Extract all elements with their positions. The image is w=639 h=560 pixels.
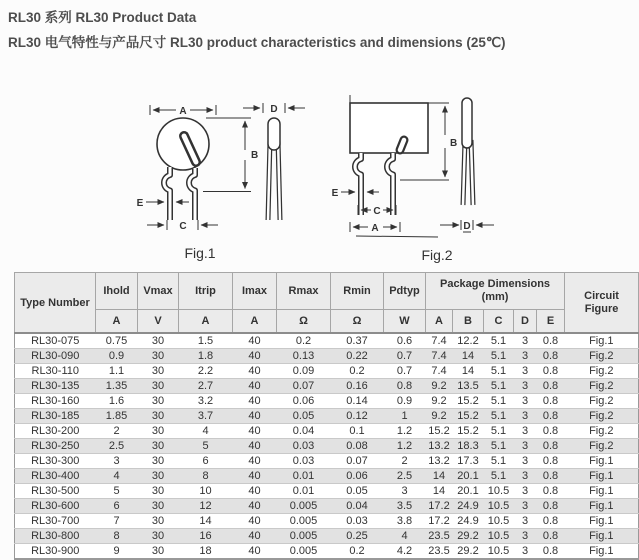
value-cell: 0.8 — [537, 484, 565, 499]
value-cell: 40 — [233, 439, 277, 454]
type-number-cell: RL30-700 — [15, 514, 96, 529]
value-cell: 4 — [179, 424, 233, 439]
value-cell: 0.75 — [96, 333, 138, 349]
col-header-vmax: Vmax — [138, 273, 179, 310]
table-body — [15, 333, 639, 559]
unit-vmax: V — [138, 310, 179, 334]
value-cell: 0.03 — [277, 454, 331, 469]
value-cell: 1 — [384, 409, 426, 424]
circuit-figure-cell: Fig.2 — [565, 364, 639, 379]
value-cell: 4 — [384, 529, 426, 544]
value-cell: 17.2 — [426, 514, 453, 529]
value-cell: 3 — [514, 333, 537, 349]
value-cell: 6 — [96, 499, 138, 514]
value-cell: 30 — [138, 469, 179, 484]
unit-rmax: Ω — [277, 310, 331, 334]
col-header-rmax: Rmax — [277, 273, 331, 310]
value-cell: 5.1 — [484, 454, 514, 469]
value-cell: 0.005 — [277, 544, 331, 560]
value-cell: 0.09 — [277, 364, 331, 379]
dim-b — [203, 118, 251, 192]
value-cell: 1.1 — [96, 364, 138, 379]
value-cell: 0.8 — [537, 469, 565, 484]
value-cell: 7.4 — [426, 364, 453, 379]
circuit-figure-cell: Fig.2 — [565, 379, 639, 394]
value-cell: 7.4 — [426, 349, 453, 364]
value-cell: 0.2 — [277, 333, 331, 349]
value-cell: 1.5 — [179, 333, 233, 349]
value-cell: 40 — [233, 379, 277, 394]
value-cell: 30 — [138, 484, 179, 499]
value-cell: 1.8 — [179, 349, 233, 364]
circuit-figure-cell: Fig.1 — [565, 529, 639, 544]
fig1-caption: Fig.1 — [184, 245, 216, 261]
value-cell: 24.9 — [453, 499, 484, 514]
value-cell: 3.7 — [179, 409, 233, 424]
value-cell: 0.8 — [537, 394, 565, 409]
col-header-pdtyp: Pdtyp — [384, 273, 426, 310]
type-number-cell: RL30-135 — [15, 379, 96, 394]
value-cell: 30 — [138, 333, 179, 349]
dimension-drawings — [0, 80, 639, 272]
value-cell: 40 — [233, 484, 277, 499]
value-cell: 0.8 — [537, 409, 565, 424]
side-body — [268, 118, 280, 150]
value-cell: 0.8 — [537, 379, 565, 394]
fig1-side-view — [243, 103, 305, 220]
value-cell: 5.1 — [484, 333, 514, 349]
value-cell: 30 — [138, 499, 179, 514]
circuit-figure-cell: Fig.2 — [565, 409, 639, 424]
value-cell: 0.22 — [331, 349, 384, 364]
value-cell: 0.07 — [331, 454, 384, 469]
value-cell: 3 — [514, 439, 537, 454]
value-cell: 0.2 — [331, 544, 384, 560]
col-header-type-number: Type Number — [15, 273, 96, 334]
value-cell: 3 — [514, 394, 537, 409]
value-cell: 24.9 — [453, 514, 484, 529]
value-cell: 0.8 — [537, 349, 565, 364]
value-cell: 12.2 — [453, 333, 484, 349]
value-cell: 3 — [514, 364, 537, 379]
value-cell: 14 — [179, 514, 233, 529]
table-row — [15, 469, 639, 484]
dim-label-a: A — [179, 106, 187, 117]
value-cell: 40 — [233, 499, 277, 514]
value-cell: 3 — [514, 349, 537, 364]
unit-itrip: A — [179, 310, 233, 334]
value-cell: 3 — [96, 454, 138, 469]
value-cell: 10.5 — [484, 484, 514, 499]
value-cell: 3 — [514, 529, 537, 544]
unit-imax: A — [233, 310, 277, 334]
value-cell: 20.1 — [453, 469, 484, 484]
table-row — [15, 439, 639, 454]
value-cell: 16 — [179, 529, 233, 544]
value-cell: 15.2 — [453, 424, 484, 439]
value-cell: 0.9 — [96, 349, 138, 364]
circuit-figure-cell: Fig.1 — [565, 499, 639, 514]
unit-pdtyp: W — [384, 310, 426, 334]
dim-label-c: C — [179, 221, 187, 232]
circuit-figure-cell: Fig.1 — [565, 469, 639, 484]
pkg-col-e: E — [537, 310, 565, 334]
table-row — [15, 394, 639, 409]
table-row — [15, 454, 639, 469]
dim-label-e: E — [331, 188, 339, 199]
value-cell: 0.14 — [331, 394, 384, 409]
type-number-cell: RL30-600 — [15, 499, 96, 514]
circuit-figure-cell: Fig.2 — [565, 424, 639, 439]
table-row — [15, 484, 639, 499]
dim-label-b: B — [251, 150, 259, 161]
fig2-front-view — [332, 95, 458, 237]
value-cell: 9 — [96, 544, 138, 560]
type-number-cell: RL30-900 — [15, 544, 96, 560]
value-cell: 23.5 — [426, 529, 453, 544]
value-cell: 3 — [514, 484, 537, 499]
value-cell: 17.3 — [453, 454, 484, 469]
value-cell: 12 — [179, 499, 233, 514]
value-cell: 14 — [426, 484, 453, 499]
unit-ihold: A — [96, 310, 138, 334]
value-cell: 3 — [514, 454, 537, 469]
value-cell: 13.2 — [426, 454, 453, 469]
value-cell: 20.1 — [453, 484, 484, 499]
table-row — [15, 333, 639, 349]
product-data-table — [14, 272, 639, 560]
unit-rmin: Ω — [331, 310, 384, 334]
value-cell: 8 — [179, 469, 233, 484]
value-cell: 1.85 — [96, 409, 138, 424]
value-cell: 0.2 — [331, 364, 384, 379]
type-number-cell: RL30-200 — [15, 424, 96, 439]
value-cell: 2.5 — [96, 439, 138, 454]
col-header-circuit-figure: Circuit Figure — [565, 273, 639, 334]
value-cell: 13.2 — [426, 439, 453, 454]
value-cell: 0.05 — [331, 484, 384, 499]
value-cell: 1.2 — [384, 439, 426, 454]
value-cell: 40 — [233, 394, 277, 409]
value-cell: 5.1 — [484, 424, 514, 439]
pkg-col-b: B — [453, 310, 484, 334]
value-cell: 0.8 — [537, 454, 565, 469]
value-cell: 17.2 — [426, 499, 453, 514]
pkg-col-c: C — [484, 310, 514, 334]
dim-label-d: D — [270, 104, 278, 115]
value-cell: 0.8 — [537, 544, 565, 560]
table-row — [15, 424, 639, 439]
value-cell: 30 — [138, 439, 179, 454]
circuit-figure-cell: Fig.1 — [565, 333, 639, 349]
type-number-cell: RL30-500 — [15, 484, 96, 499]
fig2-side-view — [440, 98, 494, 232]
value-cell: 5.1 — [484, 364, 514, 379]
value-cell: 3 — [514, 544, 537, 560]
value-cell: 30 — [138, 514, 179, 529]
rect-body — [350, 103, 428, 153]
value-cell: 0.8 — [537, 499, 565, 514]
value-cell: 4 — [96, 469, 138, 484]
value-cell: 1.2 — [384, 424, 426, 439]
page-subtitle: RL30 电气特性与产品尺寸 RL30 product characteristics and dimensions (25℃) — [8, 35, 506, 50]
value-cell: 3.5 — [384, 499, 426, 514]
value-cell: 5 — [179, 439, 233, 454]
side-body — [462, 98, 472, 148]
col-header-itrip: Itrip — [179, 273, 233, 310]
type-number-cell: RL30-800 — [15, 529, 96, 544]
value-cell: 2.5 — [384, 469, 426, 484]
value-cell: 0.01 — [277, 484, 331, 499]
value-cell: 0.6 — [384, 333, 426, 349]
value-cell: 40 — [233, 364, 277, 379]
dim-label-d: D — [463, 221, 471, 232]
type-number-cell: RL30-400 — [15, 469, 96, 484]
value-cell: 3 — [514, 469, 537, 484]
table-row — [15, 499, 639, 514]
fig2-caption: Fig.2 — [421, 247, 453, 263]
value-cell: 0.7 — [384, 364, 426, 379]
value-cell: 0.9 — [384, 394, 426, 409]
dim-a — [350, 222, 438, 237]
value-cell: 0.8 — [537, 333, 565, 349]
page-title: RL30 系列 RL30 Product Data — [8, 10, 197, 25]
value-cell: 30 — [138, 379, 179, 394]
type-number-cell: RL30-075 — [15, 333, 96, 349]
dim-label-e: E — [136, 198, 144, 209]
value-cell: 3 — [514, 424, 537, 439]
value-cell: 10.5 — [484, 529, 514, 544]
value-cell: 0.07 — [277, 379, 331, 394]
value-cell: 0.8 — [537, 439, 565, 454]
value-cell: 15.2 — [453, 409, 484, 424]
value-cell: 7.4 — [426, 333, 453, 349]
col-header-imax: Imax — [233, 273, 277, 310]
value-cell: 5.1 — [484, 394, 514, 409]
value-cell: 0.06 — [331, 469, 384, 484]
value-cell: 2.2 — [179, 364, 233, 379]
dim-label-b: B — [450, 138, 458, 149]
col-header-ihold: Ihold — [96, 273, 138, 310]
product-table-container — [14, 272, 638, 560]
value-cell: 9.2 — [426, 409, 453, 424]
value-cell: 40 — [233, 349, 277, 364]
value-cell: 15.2 — [426, 424, 453, 439]
value-cell: 5.1 — [484, 439, 514, 454]
value-cell: 13.5 — [453, 379, 484, 394]
value-cell: 7 — [96, 514, 138, 529]
value-cell: 9.2 — [426, 394, 453, 409]
circuit-figure-cell: Fig.1 — [565, 454, 639, 469]
value-cell: 30 — [138, 529, 179, 544]
value-cell: 18.3 — [453, 439, 484, 454]
value-cell: 15.2 — [453, 394, 484, 409]
value-cell: 18 — [179, 544, 233, 560]
value-cell: 0.005 — [277, 529, 331, 544]
value-cell: 0.8 — [384, 379, 426, 394]
value-cell: 0.01 — [277, 469, 331, 484]
value-cell: 23.5 — [426, 544, 453, 560]
value-cell: 6 — [179, 454, 233, 469]
value-cell: 40 — [233, 529, 277, 544]
value-cell: 9.2 — [426, 379, 453, 394]
value-cell: 10 — [179, 484, 233, 499]
table-row — [15, 379, 639, 394]
circuit-figure-cell: Fig.2 — [565, 394, 639, 409]
value-cell: 5 — [96, 484, 138, 499]
value-cell: 5.1 — [484, 469, 514, 484]
circuit-figure-cell: Fig.1 — [565, 484, 639, 499]
value-cell: 3 — [514, 514, 537, 529]
package-dimensions-title: Package Dimensions — [439, 278, 551, 290]
value-cell: 0.37 — [331, 333, 384, 349]
value-cell: 30 — [138, 544, 179, 560]
value-cell: 4.2 — [384, 544, 426, 560]
value-cell: 0.8 — [537, 529, 565, 544]
value-cell: 2 — [384, 454, 426, 469]
value-cell: 0.8 — [537, 364, 565, 379]
value-cell: 30 — [138, 409, 179, 424]
value-cell: 30 — [138, 364, 179, 379]
dim-label-a: A — [371, 223, 379, 234]
value-cell: 40 — [233, 544, 277, 560]
dim-label-c: C — [373, 206, 381, 217]
package-dimensions-unit: (mm) — [481, 291, 509, 303]
value-cell: 0.8 — [537, 514, 565, 529]
value-cell: 5.1 — [484, 409, 514, 424]
value-cell: 40 — [233, 409, 277, 424]
value-cell: 0.13 — [277, 349, 331, 364]
value-cell: 0.7 — [384, 349, 426, 364]
value-cell: 0.08 — [331, 439, 384, 454]
type-number-cell: RL30-160 — [15, 394, 96, 409]
value-cell: 14 — [453, 349, 484, 364]
value-cell: 0.04 — [277, 424, 331, 439]
value-cell: 5.1 — [484, 349, 514, 364]
value-cell: 29.2 — [453, 544, 484, 560]
value-cell: 40 — [233, 424, 277, 439]
value-cell: 0.05 — [277, 409, 331, 424]
value-cell: 0.12 — [331, 409, 384, 424]
fig1-front-view — [137, 105, 259, 232]
type-number-cell: RL30-090 — [15, 349, 96, 364]
table-row — [15, 544, 639, 560]
value-cell: 3 — [514, 409, 537, 424]
value-cell: 5.1 — [484, 379, 514, 394]
value-cell: 0.03 — [277, 439, 331, 454]
value-cell: 8 — [96, 529, 138, 544]
value-cell: 10.5 — [484, 499, 514, 514]
value-cell: 0.8 — [537, 424, 565, 439]
value-cell: 40 — [233, 469, 277, 484]
value-cell: 3.2 — [179, 394, 233, 409]
value-cell: 14 — [426, 469, 453, 484]
value-cell: 0.005 — [277, 514, 331, 529]
title-block — [8, 5, 506, 55]
value-cell: 0.03 — [331, 514, 384, 529]
value-cell: 0.25 — [331, 529, 384, 544]
value-cell: 0.16 — [331, 379, 384, 394]
value-cell: 10.5 — [484, 514, 514, 529]
table-row — [15, 409, 639, 424]
value-cell: 14 — [453, 364, 484, 379]
value-cell: 40 — [233, 333, 277, 349]
value-cell: 3 — [384, 484, 426, 499]
value-cell: 2.7 — [179, 379, 233, 394]
value-cell: 0.06 — [277, 394, 331, 409]
value-cell: 40 — [233, 514, 277, 529]
table-row — [15, 514, 639, 529]
circuit-figure-cell: Fig.2 — [565, 439, 639, 454]
table-row — [15, 364, 639, 379]
col-header-package-dimensions — [426, 273, 565, 310]
value-cell: 40 — [233, 454, 277, 469]
pkg-col-a: A — [426, 310, 453, 334]
value-cell: 30 — [138, 454, 179, 469]
circuit-figure-cell: Fig.2 — [565, 349, 639, 364]
value-cell: 10.5 — [484, 544, 514, 560]
circuit-figure-cell: Fig.1 — [565, 544, 639, 560]
value-cell: 3.8 — [384, 514, 426, 529]
value-cell: 3 — [514, 499, 537, 514]
table-row — [15, 349, 639, 364]
value-cell: 30 — [138, 424, 179, 439]
value-cell: 1.6 — [96, 394, 138, 409]
type-number-cell: RL30-110 — [15, 364, 96, 379]
value-cell: 2 — [96, 424, 138, 439]
type-number-cell: RL30-250 — [15, 439, 96, 454]
table-header — [15, 273, 639, 334]
value-cell: 3 — [514, 379, 537, 394]
value-cell: 0.04 — [331, 499, 384, 514]
col-header-rmin: Rmin — [331, 273, 384, 310]
type-number-cell: RL30-300 — [15, 454, 96, 469]
table-row — [15, 529, 639, 544]
value-cell: 30 — [138, 349, 179, 364]
value-cell: 0.1 — [331, 424, 384, 439]
value-cell: 29.2 — [453, 529, 484, 544]
value-cell: 30 — [138, 394, 179, 409]
value-cell: 1.35 — [96, 379, 138, 394]
value-cell: 0.005 — [277, 499, 331, 514]
pkg-col-d: D — [514, 310, 537, 334]
circuit-figure-cell: Fig.1 — [565, 514, 639, 529]
type-number-cell: RL30-185 — [15, 409, 96, 424]
